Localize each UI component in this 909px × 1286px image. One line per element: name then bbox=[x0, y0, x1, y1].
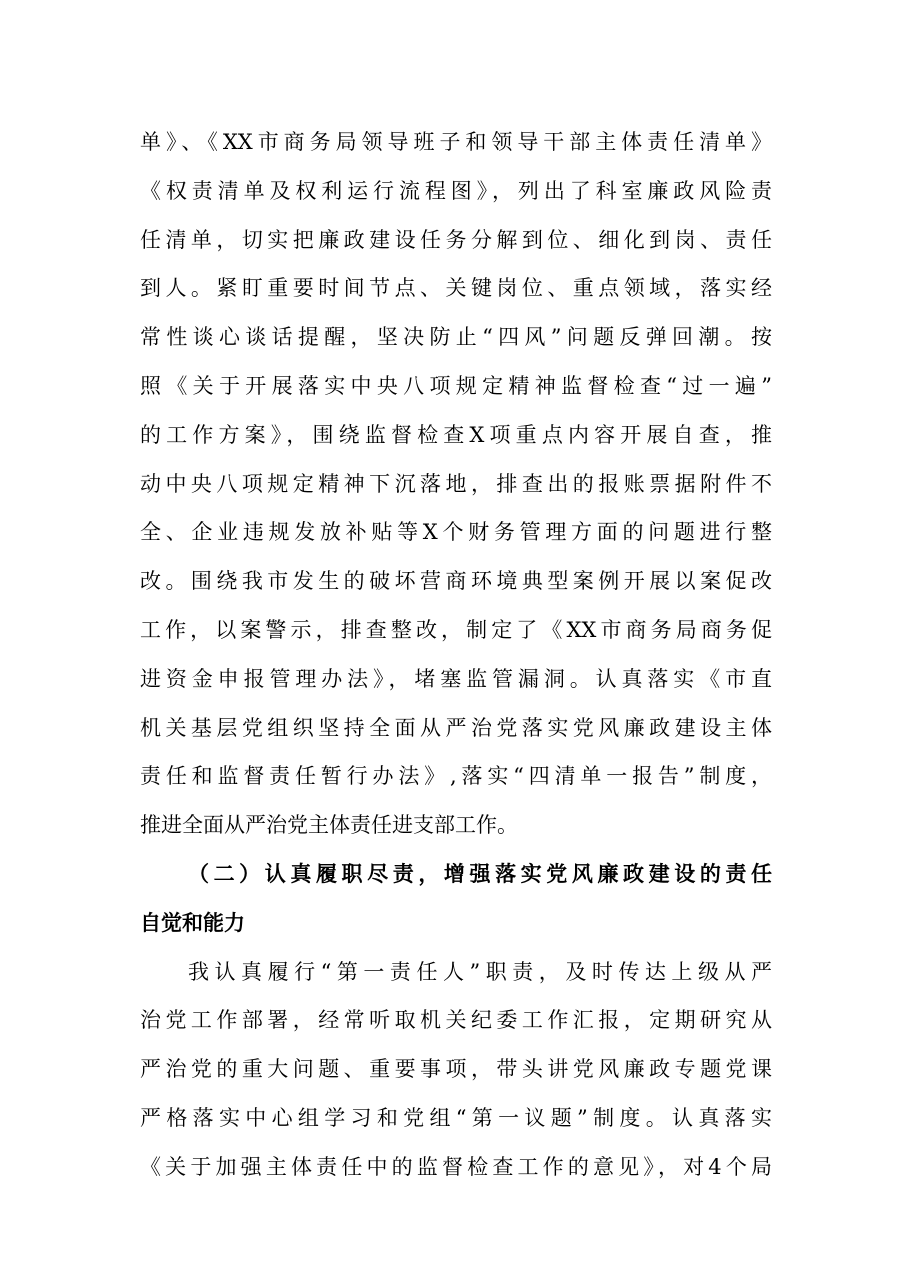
text-line: 严格落实中心组学习和党组“第一议题”制度。认真落实 bbox=[140, 1105, 772, 1130]
text-line: 机关基层党组织坚持全面从严治党落实党风廉政建设主体 bbox=[140, 715, 772, 740]
text-line: 《关于加强主体责任中的监督检查工作的意见》，对4个局 bbox=[140, 1154, 772, 1179]
text-line: 推进全面从严治党主体责任进支部工作。 bbox=[140, 813, 518, 838]
document-body bbox=[140, 118, 772, 1192]
text-line: 常性谈心谈话提醒，坚决防止“四风”问题反弹回潮。按 bbox=[140, 325, 772, 350]
text-line: 进资金申报管理办法》，堵塞监管漏洞。认真落实《市直 bbox=[140, 666, 772, 691]
text-line: 治党工作部署，经常听取机关纪委工作汇报，定期研究从 bbox=[140, 1008, 772, 1033]
text-line: 的工作方案》，围绕监督检查X项重点内容开展自查，推 bbox=[140, 422, 772, 447]
text-line: 到人。紧盯重要时间节点、关键岗位、重点领域，落实经 bbox=[140, 276, 772, 301]
text-line: 全、企业违规发放补贴等X个财务管理方面的问题进行整 bbox=[140, 520, 772, 545]
text-line: 工作，以案警示，排查整改，制定了《XX市商务局商务促 bbox=[140, 617, 772, 642]
text-line: 严治党的重大问题、重要事项，带头讲党风廉政专题党课 bbox=[140, 1057, 772, 1082]
text-line: 单》、《XX市商务局领导班子和领导干部主体责任清单》 bbox=[140, 130, 772, 154]
text-line: 改。围绕我市发生的破坏营商环境典型案例开展以案促改 bbox=[140, 569, 772, 594]
paragraph bbox=[140, 118, 772, 850]
text-line: 动中央八项规定精神下沉落地，排查出的报账票据附件不 bbox=[140, 471, 772, 496]
paragraph bbox=[140, 948, 772, 1192]
heading-line: 自觉和能力 bbox=[140, 910, 245, 935]
text-line: 照《关于开展落实中央八项规定精神监督检查“过一遍” bbox=[140, 373, 772, 398]
text-line: 我认真履行“第一责任人”职责，及时传达上级从严 bbox=[188, 959, 772, 984]
heading-line: （二）认真履职尽责，增强落实党风廉政建设的责任 bbox=[188, 861, 772, 886]
text-line: 责任和监督责任暂行办法》,落实“四清单一报告”制度， bbox=[140, 764, 772, 789]
section-heading bbox=[140, 850, 772, 948]
text-line: 《权责清单及权利运行流程图》，列出了科室廉政风险责 bbox=[140, 178, 772, 203]
text-line: 任清单，切实把廉政建设任务分解到位、细化到岗、责任 bbox=[140, 227, 772, 252]
